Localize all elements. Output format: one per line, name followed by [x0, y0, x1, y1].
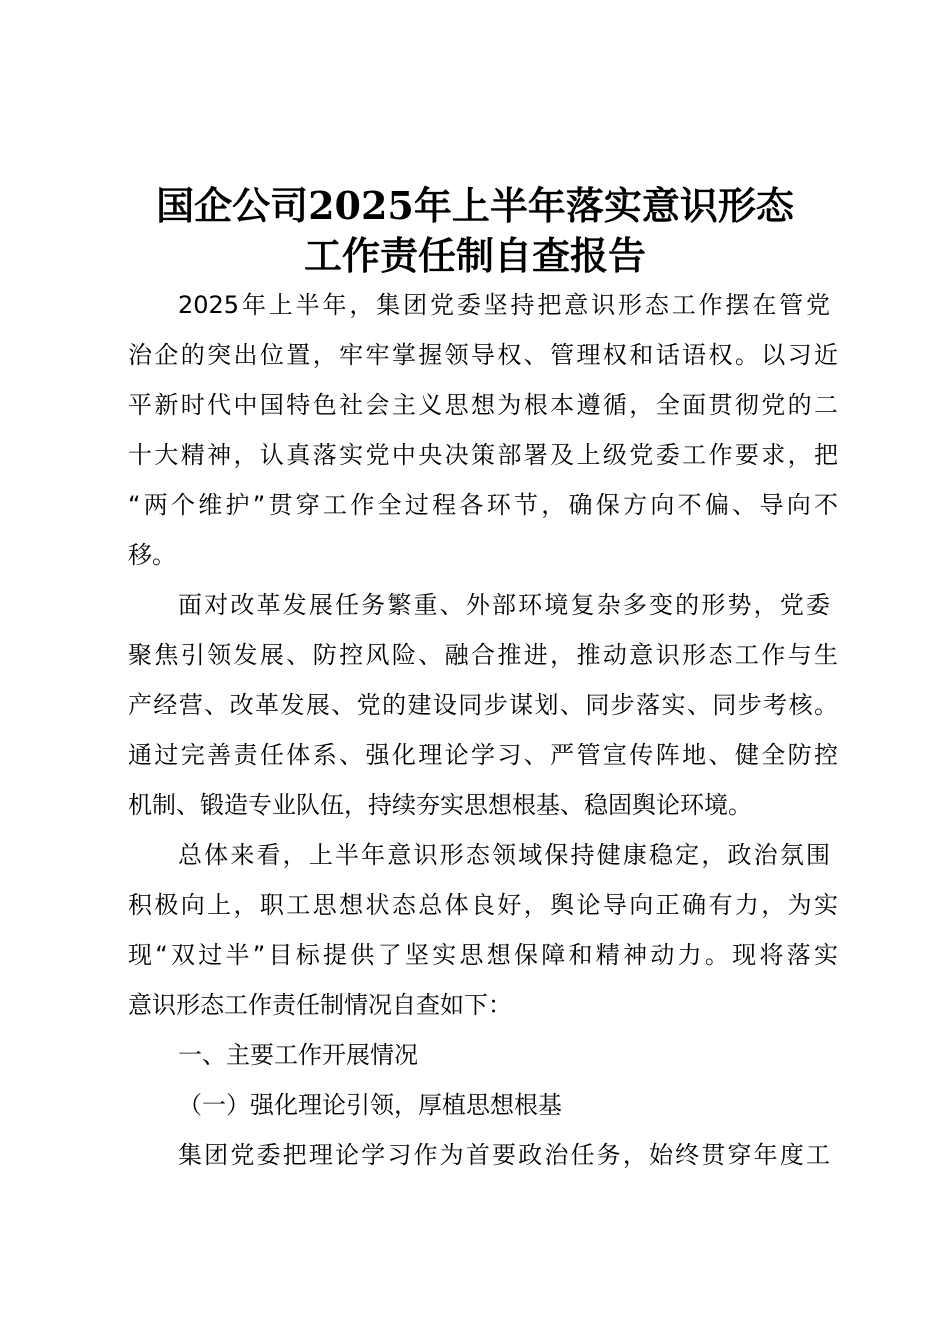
section-heading-1: 一、主要工作开展情况: [178, 1041, 418, 1069]
paragraph-1-line-1: 2025年上半年，集团党委坚持把意识形态工作摆在管党: [178, 291, 830, 319]
paragraph-3-line-3: 现“双过半”目标提供了坚实思想保障和精神动力。现将落实: [128, 941, 838, 969]
paragraph-2-line-5: 机制、锻造专业队伍，持续夯实思想根基、稳固舆论环境。: [128, 791, 752, 819]
paragraph-1-line-6: 移。: [128, 541, 176, 569]
paragraph-1-line-5: “两个维护”贯穿工作全过程各环节，确保方向不偏、导向不: [128, 491, 838, 519]
document-title-line-1: 国企公司2025年上半年落实意识形态: [156, 183, 794, 228]
paragraph-2-line-4: 通过完善责任体系、强化理论学习、严管宣传阵地、健全防控: [128, 741, 838, 769]
paragraph-1-line-4: 十大精神，认真落实党中央决策部署及上级党委工作要求，把: [128, 441, 838, 469]
document-title-line-2: 工作责任制自查报告: [303, 233, 646, 278]
paragraph-2-line-2: 聚焦引领发展、防控风险、融合推进，推动意识形态工作与生: [128, 641, 838, 669]
paragraph-3-line-2: 积极向上，职工思想状态总体良好，舆论导向正确有力，为实: [128, 891, 838, 919]
paragraph-3-line-1: 总体来看，上半年意识形态领域保持健康稳定，政治氛围: [178, 841, 830, 869]
paragraph-4-line-1: 集团党委把理论学习作为首要政治任务，始终贯穿年度工: [178, 1141, 830, 1169]
paragraph-1-line-3: 平新时代中国特色社会主义思想为根本遵循，全面贯彻党的二: [128, 391, 838, 419]
section-heading-2: （一）强化理论引领，厚植思想根基: [178, 1091, 562, 1119]
paragraph-1-line-2: 治企的突出位置，牢牢掌握领导权、管理权和话语权。以习近: [128, 341, 838, 369]
paragraph-2-line-1: 面对改革发展任务繁重、外部环境复杂多变的形势，党委: [178, 591, 830, 619]
paragraph-3-line-4: 意识形态工作责任制情况自查如下：: [128, 991, 512, 1019]
paragraph-2-line-3: 产经营、改革发展、党的建设同步谋划、同步落实、同步考核。: [128, 691, 838, 719]
